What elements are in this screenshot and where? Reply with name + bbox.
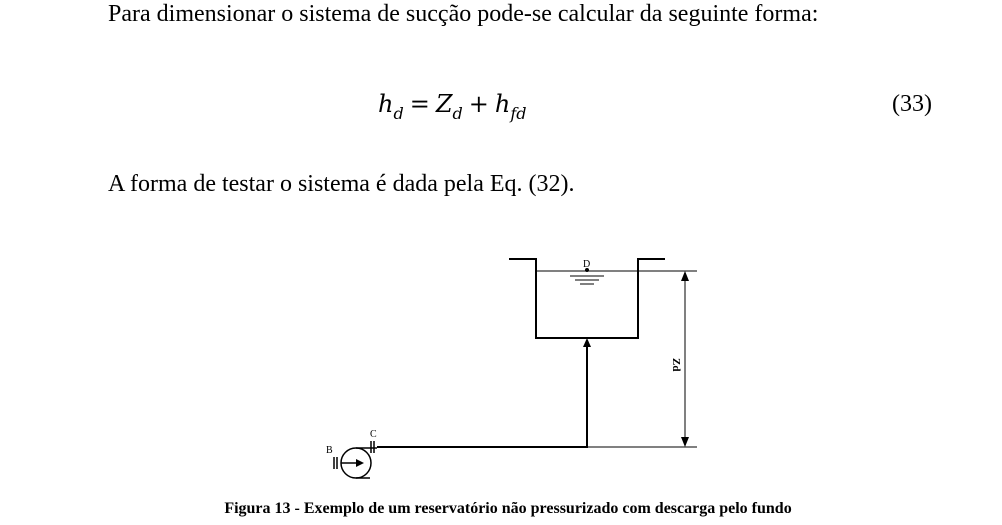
flange-c-icon — [371, 441, 374, 453]
zd-arrow-top — [681, 271, 689, 281]
label-c: C — [370, 429, 377, 440]
discharge-pipe — [377, 345, 587, 447]
eq-term2-sub: fd — [510, 104, 527, 123]
paragraph-test: A forma de testar o sistema é dada pela Eq. (32). — [108, 171, 575, 197]
pump-arrow — [356, 459, 364, 467]
figure-caption-text: Figura 13 - Exemplo de um reservatório não pressurizado com descarga pelo fundo — [224, 500, 792, 517]
eq-plus: + — [468, 90, 489, 118]
eq-term1-sub: d — [452, 104, 463, 123]
pipe-arrow — [583, 338, 591, 347]
eq-lhs: h — [378, 90, 394, 118]
eq-term2: h — [494, 90, 511, 118]
label-zd: Zd — [670, 358, 682, 372]
paragraph-intro: Para dimensionar o sistema de sucção pode-se calcular da seguinte forma: — [108, 1, 819, 27]
label-d: D — [583, 259, 591, 270]
equation-number: (33) — [892, 91, 932, 117]
label-b: B — [326, 445, 333, 456]
eq-lhs-sub: d — [393, 104, 404, 123]
flange-b-icon — [334, 457, 337, 469]
eq-equals: = — [409, 90, 430, 118]
eq-term1: Z — [435, 90, 453, 118]
figure-caption — [0, 499, 1002, 519]
zd-arrow-bottom — [681, 437, 689, 447]
